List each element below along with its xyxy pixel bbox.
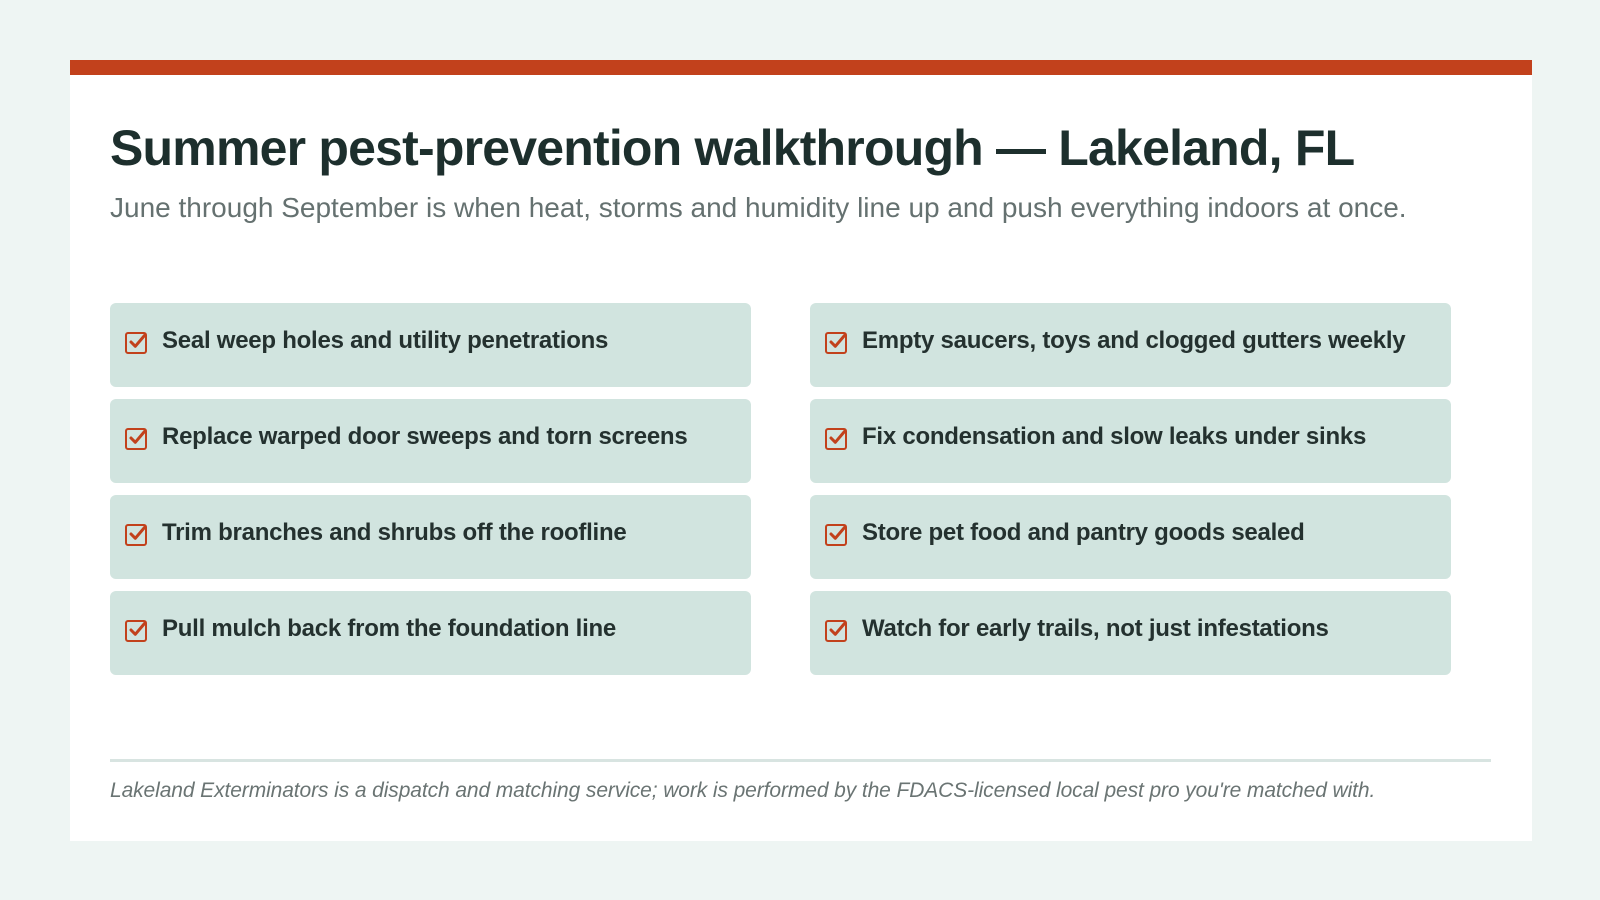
checklist-item-label: Store pet food and pantry goods sealed <box>862 519 1305 546</box>
page-subtitle: June through September is when heat, storms and humidity line up and push everything indoors at once. <box>110 192 1407 223</box>
checked-box-icon <box>125 620 147 642</box>
checklist-item <box>810 591 1451 675</box>
checklist-item <box>810 399 1451 483</box>
checklist-item-label: Trim branches and shrubs off the roofline <box>162 519 627 546</box>
page-title: Summer pest-prevention walkthrough — Lakeland, FL <box>110 120 1355 176</box>
checked-box-icon <box>125 332 147 354</box>
checklist-item <box>110 399 751 483</box>
service-disclaimer: Lakeland Exterminators is a dispatch and matching service; work is performed by the FDACS-licensed local pest pro you're matched with. <box>110 779 1376 802</box>
checklist-item-label: Fix condensation and slow leaks under sinks <box>862 423 1367 450</box>
footer-divider <box>110 759 1491 762</box>
checklist-item-label: Seal weep holes and utility penetrations <box>162 327 609 354</box>
checklist-item <box>110 591 751 675</box>
checked-box-icon <box>825 524 847 546</box>
checklist-item <box>110 303 751 387</box>
checked-box-icon <box>825 428 847 450</box>
checked-box-icon <box>125 524 147 546</box>
checklist-item <box>110 495 751 579</box>
accent-top-bar <box>70 60 1532 75</box>
pest-prevention-card <box>70 60 1532 841</box>
checklist-item-label: Watch for early trails, not just infestations <box>862 615 1329 642</box>
prevention-checklist <box>110 303 1451 675</box>
checked-box-icon <box>825 332 847 354</box>
checklist-item <box>810 303 1451 387</box>
checklist-item-label: Pull mulch back from the foundation line <box>162 615 617 642</box>
checklist-item-label: Replace warped door sweeps and torn screens <box>162 423 688 450</box>
checked-box-icon <box>125 428 147 450</box>
checklist-item-label: Empty saucers, toys and clogged gutters weekly <box>862 327 1406 354</box>
checked-box-icon <box>825 620 847 642</box>
checklist-item <box>810 495 1451 579</box>
